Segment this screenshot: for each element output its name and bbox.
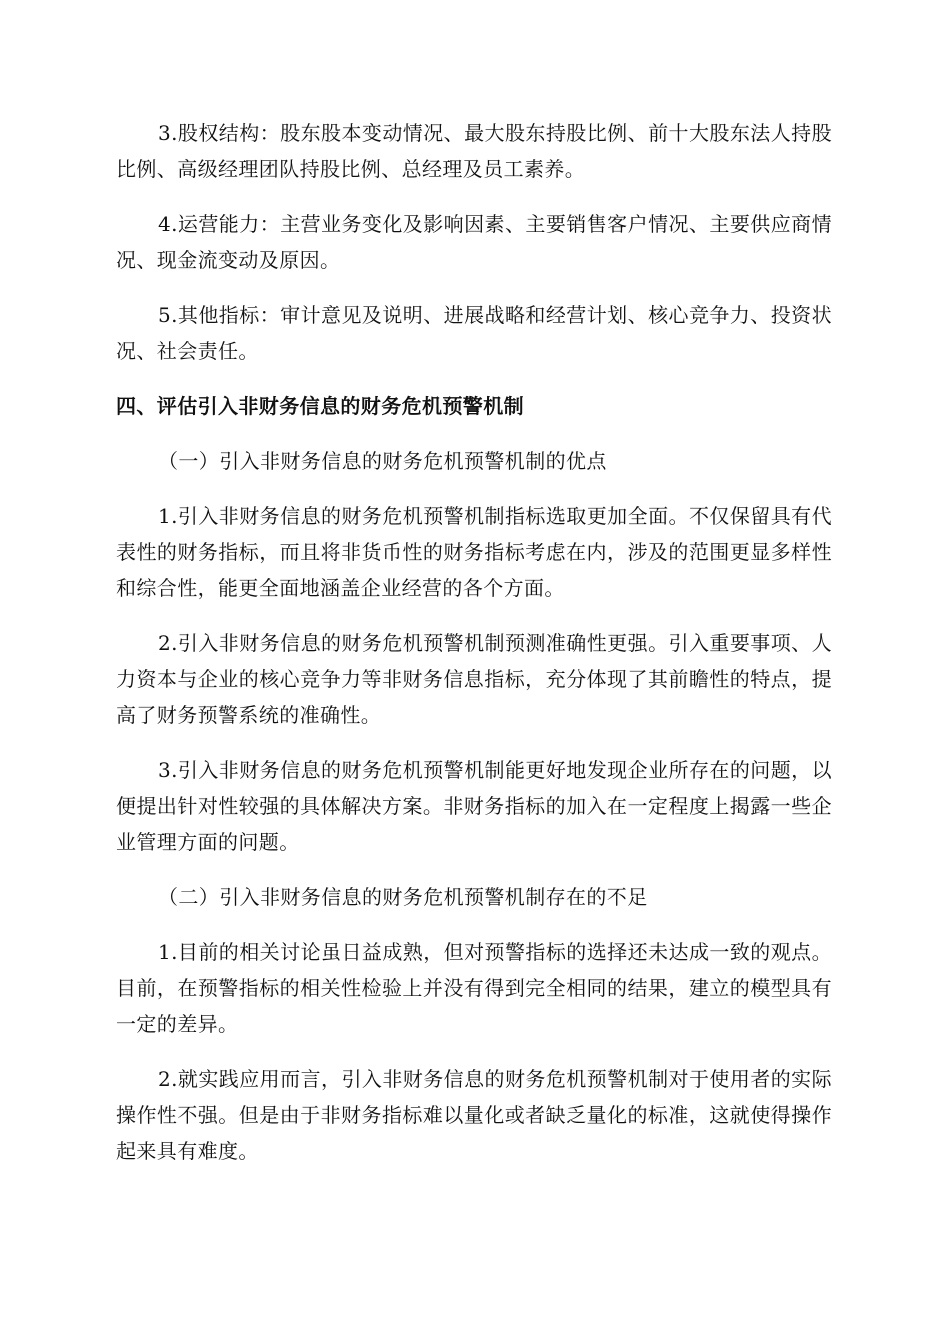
document-body [116,115,832,1188]
subheading-advantages: （一）引入非财务信息的财务危机预警机制的优点 [158,449,607,473]
paragraph-operating-capacity: 4.运营能力：主营业务变化及影响因素、主要销售客户情况、主要供应商情况、现金流变动及原因。 [116,212,832,272]
paragraph-equity-structure: 3.股权结构：股东股本变动情况、最大股东持股比例、前十大股东法人持股比例、高级经理团队持股比例、总经理及员工素养。 [116,121,832,181]
subheading-shortcomings: （二）引入非财务信息的财务危机预警机制存在的不足 [158,885,648,909]
paragraph-other-indicators: 5.其他指标：审计意见及说明、进展战略和经营计划、核心竞争力、投资状况、社会责任。 [116,303,832,363]
paragraph-advantage-2: 2.引入非财务信息的财务危机预警机制预测准确性更强。引入重要事项、人力资本与企业的核心竞争力等非财务信息指标，充分体现了其前瞻性的特点，提高了财务预警系统的准确性。 [116,631,832,727]
paragraph-advantage-3: 3.引入非财务信息的财务危机预警机制能更好地发现企业所存在的问题，以便提出针对性较强的具体解决方案。非财务指标的加入在一定程度上揭露一些企业管理方面的问题。 [116,758,832,854]
section-heading-4: 四、评估引入非财务信息的财务危机预警机制 [116,394,524,418]
paragraph-advantage-1: 1.引入非财务信息的财务危机预警机制指标选取更加全面。不仅保留具有代表性的财务指标，而且将非货币性的财务指标考虑在内，涉及的范围更显多样性和综合性，能更全面地涵盖企业经营的各个方面。 [116,504,832,600]
paragraph-shortcoming-2: 2.就实践应用而言，引入非财务信息的财务危机预警机制对于使用者的实际操作性不强。但是由于非财务指标难以量化或者缺乏量化的标准，这就使得操作起来具有难度。 [116,1067,832,1163]
paragraph-shortcoming-1: 1.目前的相关讨论虽日益成熟，但对预警指标的选择还未达成一致的观点。目前，在预警指标的相关性检验上并没有得到完全相同的结果，建立的模型具有一定的差异。 [116,940,832,1036]
